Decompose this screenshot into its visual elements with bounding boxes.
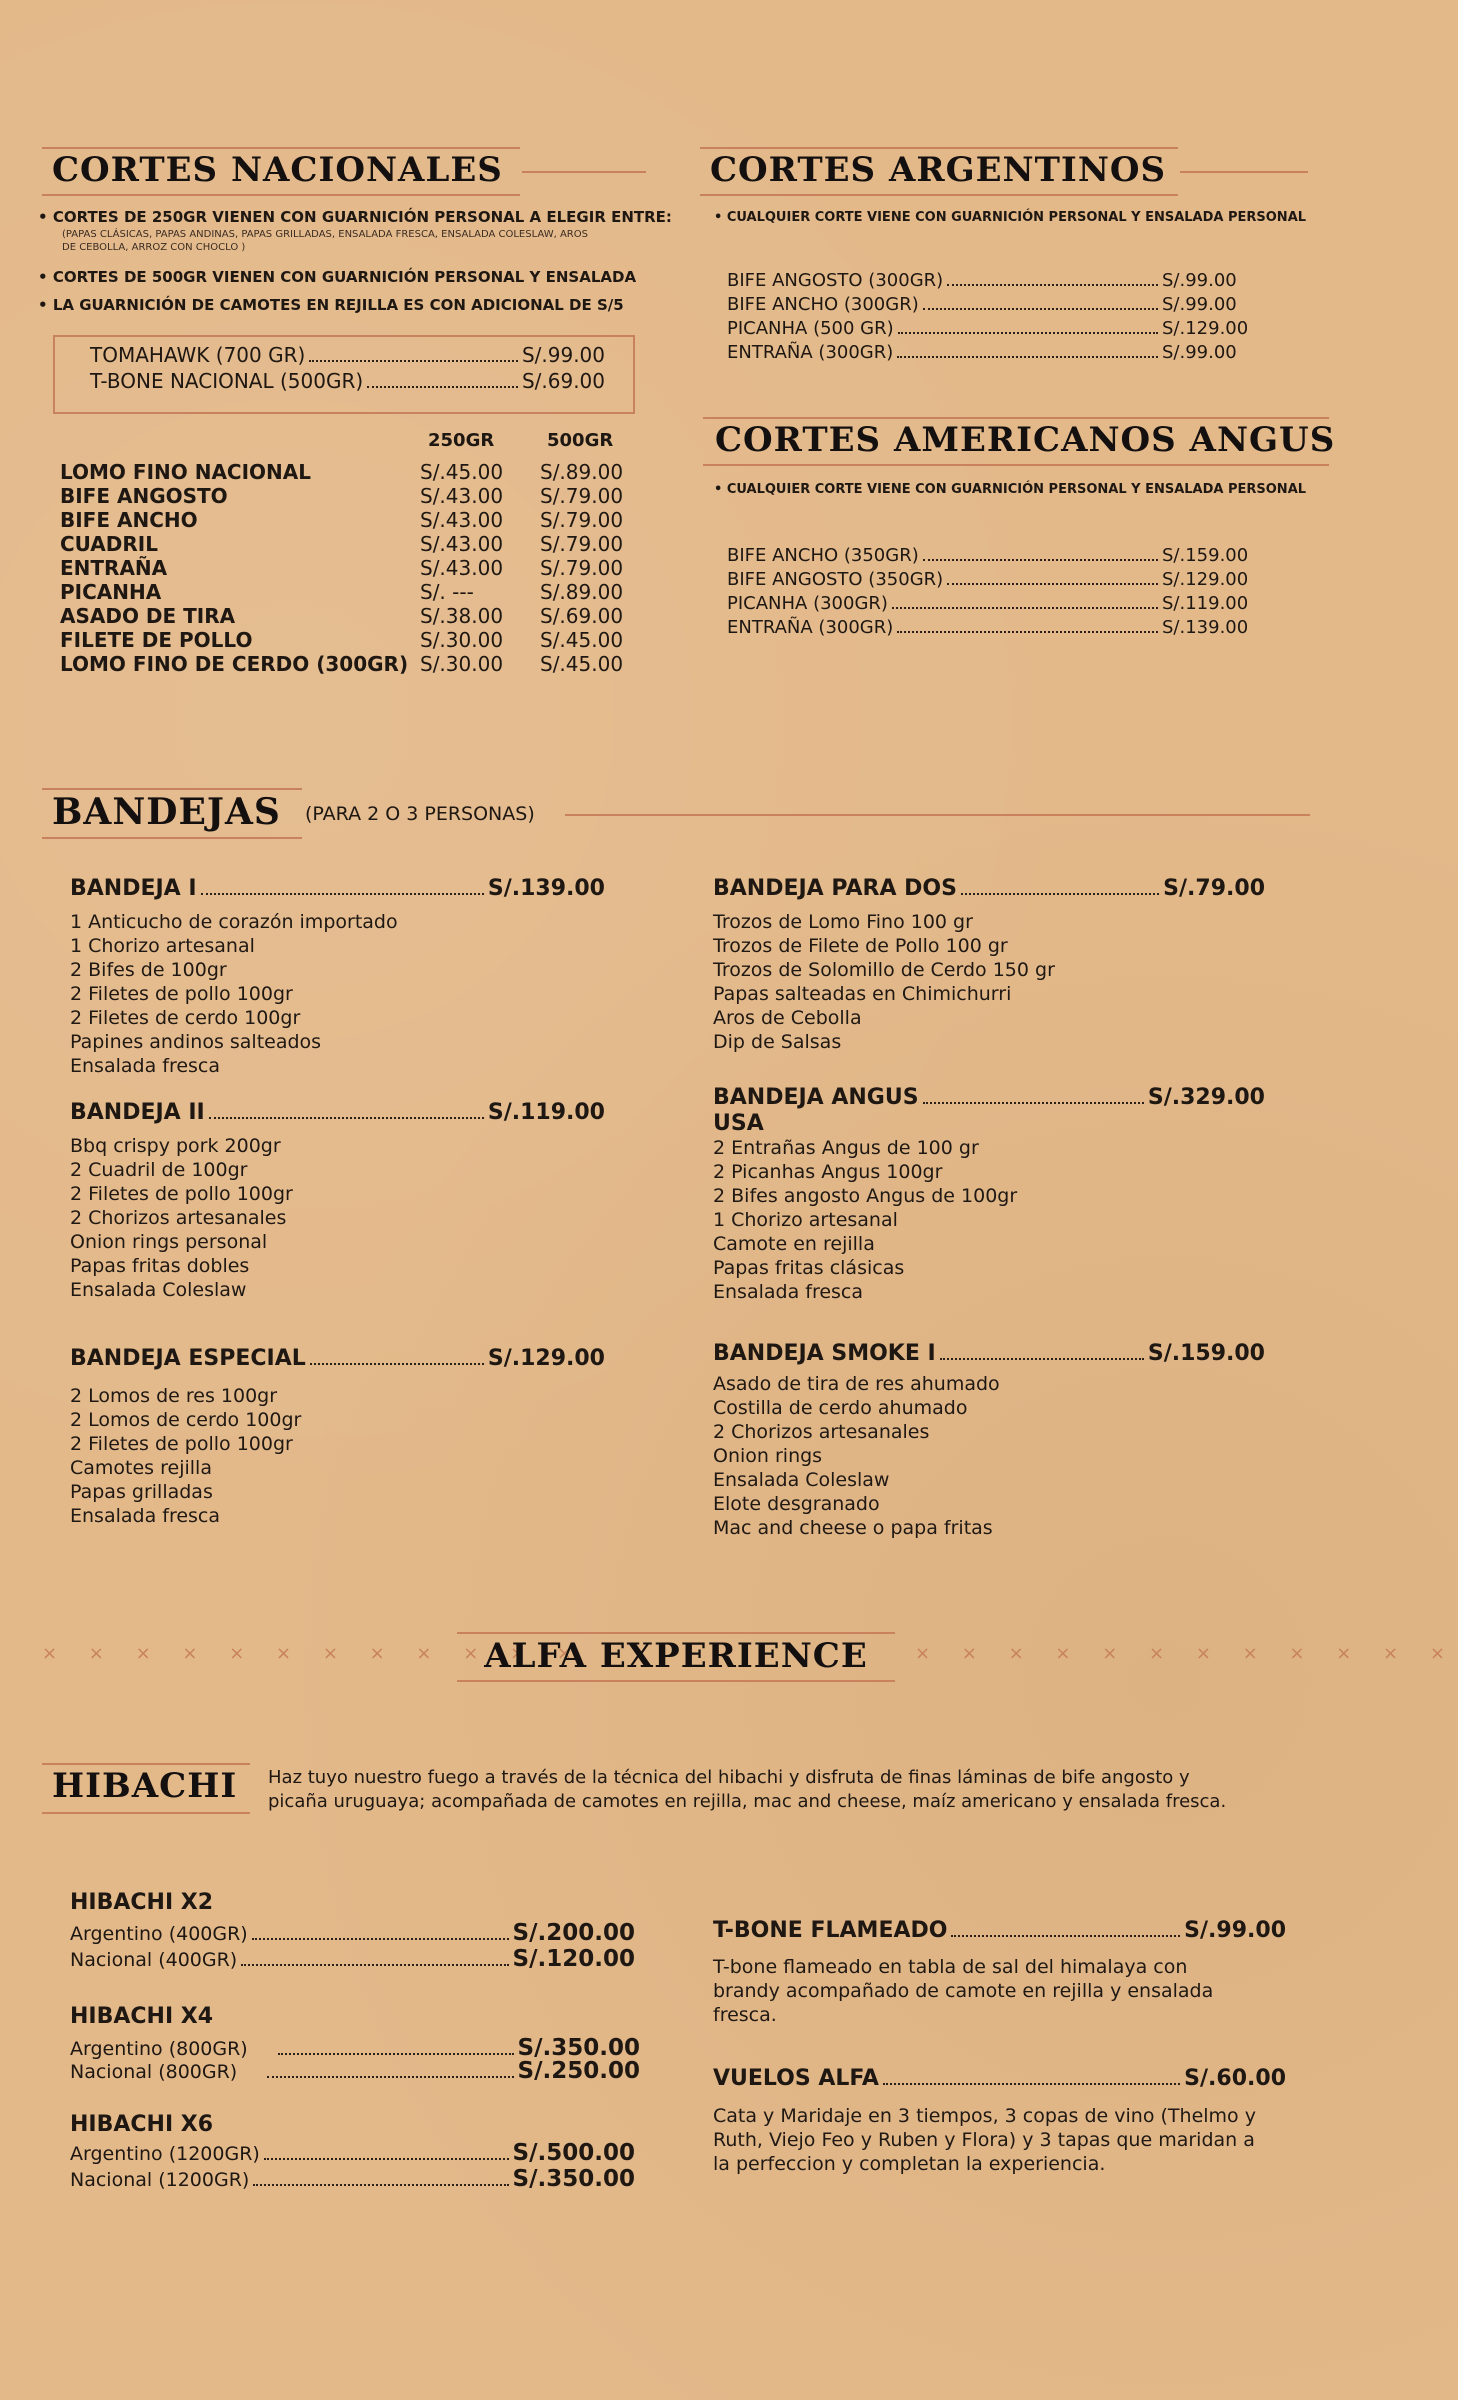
nacionales-cut-names xyxy=(60,460,408,676)
content-line: Papas salteadas en Chimichurri xyxy=(713,983,1012,1005)
content-line: 2 Bifes angosto Angus de 100gr xyxy=(713,1185,1018,1207)
item-name: BANDEJA ESPECIAL xyxy=(70,1346,306,1371)
item-price: S/.79.00 xyxy=(1163,876,1265,901)
americanos-item xyxy=(727,617,1257,638)
price-250gr: S/.30.00 xyxy=(420,652,504,676)
content-line: 2 Lomos de cerdo 100gr xyxy=(70,1409,302,1431)
content-line: Dip de Salsas xyxy=(713,1031,842,1053)
argentinos-item xyxy=(727,270,1257,291)
price-500gr: S/.79.00 xyxy=(540,532,624,556)
column-header-250gr: 250GR xyxy=(428,430,495,451)
price-250gr: S/.30.00 xyxy=(420,628,504,652)
item-price: S/.99.00 xyxy=(1162,294,1237,315)
price-500gr: S/.89.00 xyxy=(540,580,624,604)
content-line: 2 Bifes de 100gr xyxy=(70,959,227,981)
argentinos-item xyxy=(727,318,1257,339)
cut-name: ASADO DE TIRA xyxy=(60,604,236,628)
content-line: Bbq crispy pork 200gr xyxy=(70,1135,281,1157)
item-price: S/.350.00 xyxy=(512,2166,635,2192)
item-name: BANDEJA I xyxy=(70,876,197,901)
tbone-flameado-header xyxy=(713,1918,1286,1943)
item-price: S/.69.00 xyxy=(521,369,605,393)
hibachi-x2-item xyxy=(70,1946,635,1972)
americanos-item xyxy=(727,593,1257,614)
hibachi-x2-item xyxy=(70,1920,635,1946)
description-line: fresca. xyxy=(713,2004,777,2026)
item-name: T-BONE FLAMEADO xyxy=(713,1918,948,1943)
price-500gr: S/.45.00 xyxy=(540,652,624,676)
item-name: BANDEJA SMOKE I xyxy=(713,1341,936,1366)
content-line: 2 Chorizos artesanales xyxy=(713,1421,930,1443)
item-name: Nacional (400GR) xyxy=(70,1949,238,1971)
item-name: PICANHA (300GR) xyxy=(727,593,888,614)
price-500gr: S/.69.00 xyxy=(540,604,624,628)
hibachi-x6-item xyxy=(70,2140,635,2166)
item-price: S/.99.00 xyxy=(521,343,605,367)
cortes-americanos-title: CORTES AMERICANOS ANGUS xyxy=(715,420,1336,460)
bandeja-angus-header-line2: USA xyxy=(713,1111,764,1136)
cortes-argentinos-title: CORTES ARGENTINOS xyxy=(710,150,1167,190)
bandejas-subtitle: (PARA 2 O 3 PERSONAS) xyxy=(305,803,535,825)
item-name: BANDEJA II xyxy=(70,1100,205,1125)
cut-name: LOMO FINO NACIONAL xyxy=(60,460,312,484)
bandeja-1-contents xyxy=(70,910,398,1078)
price-500gr: S/.79.00 xyxy=(540,484,624,508)
cut-name: PICANHA xyxy=(60,580,162,604)
item-name: BIFE ANCHO (350GR) xyxy=(727,545,919,566)
content-line: Trozos de Solomillo de Cerdo 150 gr xyxy=(713,959,1055,981)
content-line: Onion rings personal xyxy=(70,1231,268,1253)
item-price: S/.99.00 xyxy=(1162,342,1237,363)
bandeja-especial-contents xyxy=(70,1384,301,1528)
item-price: S/.329.00 xyxy=(1147,1085,1265,1110)
nacionales-bullet-1: • CORTES DE 250GR VIENEN CON GUARNICIÓN PERSONAL A ELEGIR ENTRE: xyxy=(38,208,672,226)
content-line: Elote desgranado xyxy=(713,1493,880,1515)
argentinos-item xyxy=(727,342,1257,363)
featured-item xyxy=(90,369,605,393)
price-500gr: S/.89.00 xyxy=(540,460,624,484)
featured-item xyxy=(90,343,605,367)
item-name: ENTRAÑA (300GR) xyxy=(727,617,894,638)
americanos-item xyxy=(727,569,1257,590)
hibachi-x2-title: HIBACHI X2 xyxy=(70,1890,214,1915)
content-line: Papas grilladas xyxy=(70,1481,213,1503)
hibachi-description xyxy=(268,1766,1226,1814)
content-line: 2 Filetes de cerdo 100gr xyxy=(70,1007,301,1029)
argentinos-item xyxy=(727,294,1257,315)
content-line: 1 Chorizo artesanal xyxy=(70,935,255,957)
item-name: Argentino (400GR) xyxy=(70,1923,248,1945)
nacionales-bullet-3: • LA GUARNICIÓN DE CAMOTES EN REJILLA ES CON ADICIONAL DE S/5 xyxy=(38,296,624,314)
price-250gr: S/.43.00 xyxy=(420,508,504,532)
alfa-experience-title: ALFA EXPERIENCE xyxy=(484,1636,868,1676)
decorative-x-row-left: × × × × × × × × × × × × xyxy=(42,1643,585,1664)
content-line: 2 Filetes de pollo 100gr xyxy=(70,1433,293,1455)
bandeja-para-dos-contents xyxy=(713,910,1055,1054)
item-name: Nacional (800GR) xyxy=(70,2061,238,2083)
content-line: Trozos de Filete de Pollo 100 gr xyxy=(713,935,1008,957)
decorative-x-row-right: × × × × × × × × × × × × xyxy=(915,1643,1458,1664)
nacionales-note-1: (PAPAS CLÁSICAS, PAPAS ANDINAS, PAPAS GRILLADAS, ENSALADA FRESCA, ENSALADA COLESLAW, AROS xyxy=(62,229,588,240)
content-line: Mac and cheese o papa fritas xyxy=(713,1517,993,1539)
content-line: Papas fritas dobles xyxy=(70,1255,250,1277)
bandeja-especial-header xyxy=(70,1346,605,1371)
content-line: 2 Cuadril de 100gr xyxy=(70,1159,248,1181)
cortes-nacionales-title: CORTES NACIONALES xyxy=(52,150,503,190)
content-line: Onion rings xyxy=(713,1445,823,1467)
description-line: Haz tuyo nuestro fuego a través de la técnica del hibachi y disfruta de finas láminas de bife angosto y xyxy=(268,1767,1190,1788)
cut-name: ENTRAÑA xyxy=(60,556,168,580)
item-name: PICANHA (500 GR) xyxy=(727,318,894,339)
item-price: S/.500.00 xyxy=(512,2140,635,2166)
column-header-500gr: 500GR xyxy=(547,430,614,451)
content-line: Ensalada Coleslaw xyxy=(713,1469,890,1491)
content-line: 2 Entrañas Angus de 100 gr xyxy=(713,1137,979,1159)
item-price: S/.60.00 xyxy=(1184,2066,1286,2091)
content-line: Ensalada fresca xyxy=(713,1281,864,1303)
bandeja-2-contents xyxy=(70,1134,293,1302)
vuelos-alfa-description xyxy=(713,2104,1256,2176)
americanos-bullet: • CUALQUIER CORTE VIENE CON GUARNICIÓN PERSONAL Y ENSALADA PERSONAL xyxy=(714,482,1306,497)
content-line: 2 Picanhas Angus 100gr xyxy=(713,1161,943,1183)
item-name: T-BONE NACIONAL (500GR) xyxy=(90,369,364,393)
bandeja-2-header xyxy=(70,1100,605,1125)
item-price: S/.129.00 xyxy=(487,1346,605,1371)
content-line: Camotes rejilla xyxy=(70,1457,212,1479)
item-name: BIFE ANGOSTO (350GR) xyxy=(727,569,944,590)
price-500gr: S/.79.00 xyxy=(540,508,624,532)
hibachi-x6-title: HIBACHI X6 xyxy=(70,2112,214,2137)
vuelos-alfa-header xyxy=(713,2066,1286,2091)
description-line: Ruth, Viejo Feo y Ruben y Flora) y 3 tapas que maridan a xyxy=(713,2129,1255,2151)
hibachi-title: HIBACHI xyxy=(52,1766,238,1806)
bandeja-smoke-contents xyxy=(713,1372,1000,1540)
item-price: S/.159.00 xyxy=(1147,1341,1265,1366)
content-line: Ensalada fresca xyxy=(70,1505,221,1527)
content-line: Ensalada Coleslaw xyxy=(70,1279,247,1301)
description-line: T-bone flameado en tabla de sal del himalaya con xyxy=(713,1956,1188,1978)
price-500gr: S/.79.00 xyxy=(540,556,624,580)
item-name: BANDEJA PARA DOS xyxy=(713,876,957,901)
description-line: la perfeccion y completan la experiencia. xyxy=(713,2153,1106,2175)
item-price: S/.200.00 xyxy=(512,1920,635,1946)
content-line: 1 Chorizo artesanal xyxy=(713,1209,898,1231)
cut-name: BIFE ANCHO xyxy=(60,508,198,532)
item-price: S/.99.00 xyxy=(1162,270,1237,291)
content-line: Trozos de Lomo Fino 100 gr xyxy=(713,911,973,933)
content-line: Aros de Cebolla xyxy=(713,1007,862,1029)
item-name: BIFE ANGOSTO (300GR) xyxy=(727,270,944,291)
content-line: 2 Lomos de res 100gr xyxy=(70,1385,278,1407)
bandeja-smoke-header xyxy=(713,1341,1265,1366)
price-250gr: S/.38.00 xyxy=(420,604,504,628)
item-name: Argentino (800GR) xyxy=(70,2038,248,2060)
price-250gr: S/.43.00 xyxy=(420,532,504,556)
item-name: Nacional (1200GR) xyxy=(70,2169,250,2191)
description-line: brandy acompañado de camote en rejilla y ensalada xyxy=(713,1980,1214,2002)
bandejas-title: BANDEJAS xyxy=(52,791,281,833)
content-line: 2 Chorizos artesanales xyxy=(70,1207,287,1229)
item-name: BIFE ANCHO (300GR) xyxy=(727,294,919,315)
item-price: S/.129.00 xyxy=(1162,318,1249,339)
price-500gr: S/.45.00 xyxy=(540,628,624,652)
description-line: Cata y Maridaje en 3 tiempos, 3 copas de vino (Thelmo y xyxy=(713,2105,1256,2127)
item-name: BANDEJA ANGUS xyxy=(713,1085,919,1110)
item-price: S/.159.00 xyxy=(1162,545,1249,566)
content-line: Ensalada fresca xyxy=(70,1055,221,1077)
content-line: Papas fritas clásicas xyxy=(713,1257,905,1279)
content-line: 2 Filetes de pollo 100gr xyxy=(70,983,293,1005)
price-250gr: S/. --- xyxy=(420,580,474,604)
item-name: TOMAHAWK (700 GR) xyxy=(90,343,306,367)
item-price: S/.129.00 xyxy=(1162,569,1249,590)
cut-name: LOMO FINO DE CERDO (300GR) xyxy=(60,652,409,676)
hibachi-x4-title: HIBACHI X4 xyxy=(70,2004,214,2029)
item-price: S/.139.00 xyxy=(1162,617,1249,638)
description-line: picaña uruguaya; acompañada de camotes en rejilla, mac and cheese, maíz americano y ensalada fresca. xyxy=(268,1791,1227,1812)
item-name: ENTRAÑA (300GR) xyxy=(727,342,894,363)
price-250gr: S/.43.00 xyxy=(420,556,504,580)
nacionales-bullet-2: • CORTES DE 500GR VIENEN CON GUARNICIÓN PERSONAL Y ENSALADA xyxy=(38,268,636,286)
item-name: Argentino (1200GR) xyxy=(70,2143,260,2165)
item-price: S/.119.00 xyxy=(1162,593,1249,614)
content-line: Asado de tira de res ahumado xyxy=(713,1373,1000,1395)
cut-name: FILETE DE POLLO xyxy=(60,628,253,652)
item-price: S/.99.00 xyxy=(1184,1918,1286,1943)
content-line: 1 Anticucho de corazón importado xyxy=(70,911,398,933)
item-price: S/.119.00 xyxy=(487,1100,605,1125)
price-250gr: S/.43.00 xyxy=(420,484,504,508)
price-250gr: S/.45.00 xyxy=(420,460,504,484)
hibachi-x4-item xyxy=(70,2058,640,2084)
item-price: S/.139.00 xyxy=(487,876,605,901)
content-line: Camote en rejilla xyxy=(713,1233,875,1255)
item-price: S/.120.00 xyxy=(512,1946,635,1972)
tbone-flameado-description xyxy=(713,1955,1213,2027)
cut-name: BIFE ANGOSTO xyxy=(60,484,228,508)
bandeja-angus-contents xyxy=(713,1136,1017,1304)
argentinos-bullet: • CUALQUIER CORTE VIENE CON GUARNICIÓN PERSONAL Y ENSALADA PERSONAL xyxy=(714,210,1306,225)
item-price: S/.350.00 xyxy=(517,2035,640,2061)
americanos-item xyxy=(727,545,1257,566)
item-name: VUELOS ALFA xyxy=(713,2066,879,2091)
cut-name: CUADRIL xyxy=(60,532,158,556)
hibachi-x6-item xyxy=(70,2166,635,2192)
nacionales-prices-250 xyxy=(420,460,503,676)
nacionales-prices-500 xyxy=(540,460,623,676)
content-line: 2 Filetes de pollo 100gr xyxy=(70,1183,293,1205)
bandeja-para-dos-header xyxy=(713,876,1265,901)
nacionales-note-2: DE CEBOLLA, ARROZ CON CHOCLO ) xyxy=(62,242,246,253)
bandeja-1-header xyxy=(70,876,605,901)
content-line: Costilla de cerdo ahumado xyxy=(713,1397,968,1419)
item-price: S/.250.00 xyxy=(517,2058,640,2084)
content-line: Papines andinos salteados xyxy=(70,1031,322,1053)
bandeja-angus-header xyxy=(713,1085,1265,1110)
